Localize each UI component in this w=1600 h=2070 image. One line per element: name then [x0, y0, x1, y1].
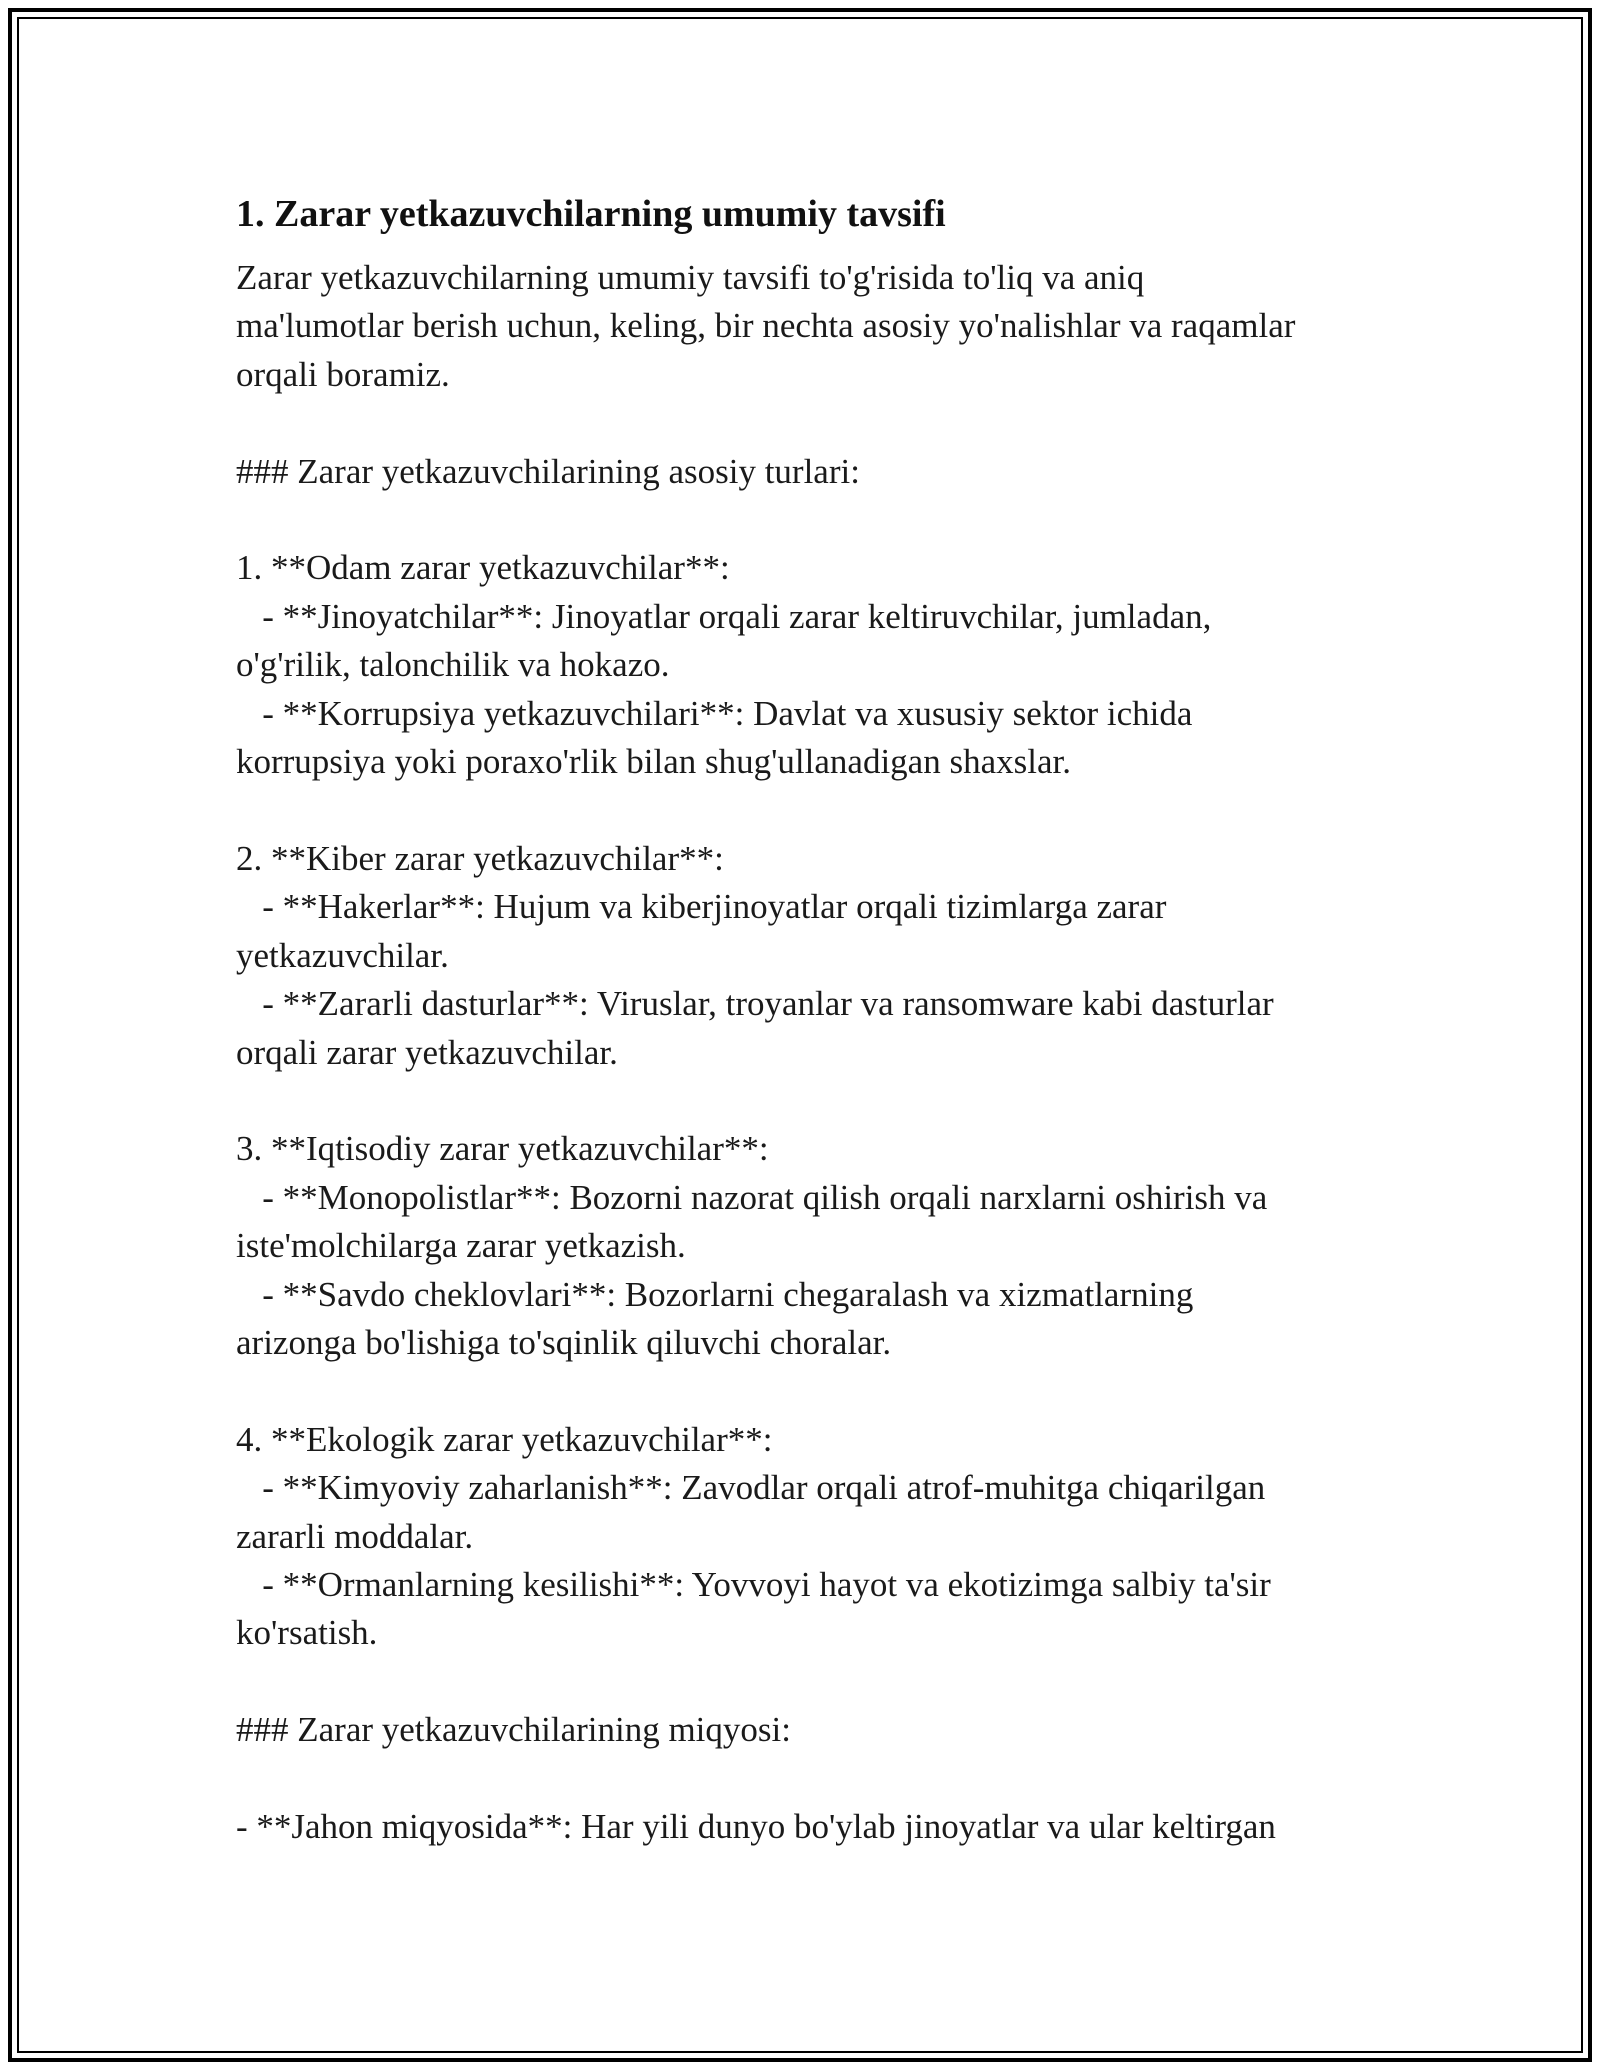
document-content	[236, 186, 1366, 1851]
document-title: 1. Zarar yetkazuvchilarning umumiy tavsifi	[236, 193, 946, 235]
document-body: Zarar yetkazuvchilarning umumiy tavsifi to'g'risida to'liq va aniq ma'lumotlar berish uchun, keling, bir nechta asosiy yo'nalishlar va raqamlar orqali boramiz. ### Zarar yetkazuvchilarining asosiy turlari: 1. **Odam zarar yetkazuvchilar**: - **Jinoyatchilar**: Jinoyatlar orqali zarar keltiruvchilar, jumladan, o'g'rilik, talonchilik va hokazo. - **Korrupsiya yetkazuvchilari**: Davlat va xususiy sektor ichida korrupsiya yoki poraxo'rlik bilan shug'ullanadigan shaxslar. 2. **Kiber zarar yetkazuvchilar**: - **Hakerlar**: Hujum va kiberjinoyatlar orqali tizimlarga zarar yetkazuvchilar. - **Zararli dasturlar**: Viruslar, troyanlar va ransomware kabi dasturlar orqali zarar yetkazuvchilar. 3. **Iqtisodiy zarar yetkazuvchilar**: - **Monopolistlar**: Bozorni nazorat qilish orqali narxlarni oshirish va iste'molchilarga zarar yetkazish. - **Savdo cheklovlari**: Bozorlarni chegaralash va xizmatlarning arizonga bo'lishiga to'sqinlik qiluvchi choralar. 4. **Ekologik zarar yetkazuvchilar**: - **Kimyoviy zaharlanish**: Zavodlar orqali atrof-muhitga chiqarilgan zararli moddalar. - **Ormanlarning kesilishi**: Yovvoyi hayot va ekotizimga salbiy ta'sir ko'rsatish. ### Zarar yetkazuvchilarining miqyosi: - **Jahon miqyosida**: Har yili dunyo bo'ylab jinoyatlar va ular keltirgan	[236, 258, 1296, 1846]
